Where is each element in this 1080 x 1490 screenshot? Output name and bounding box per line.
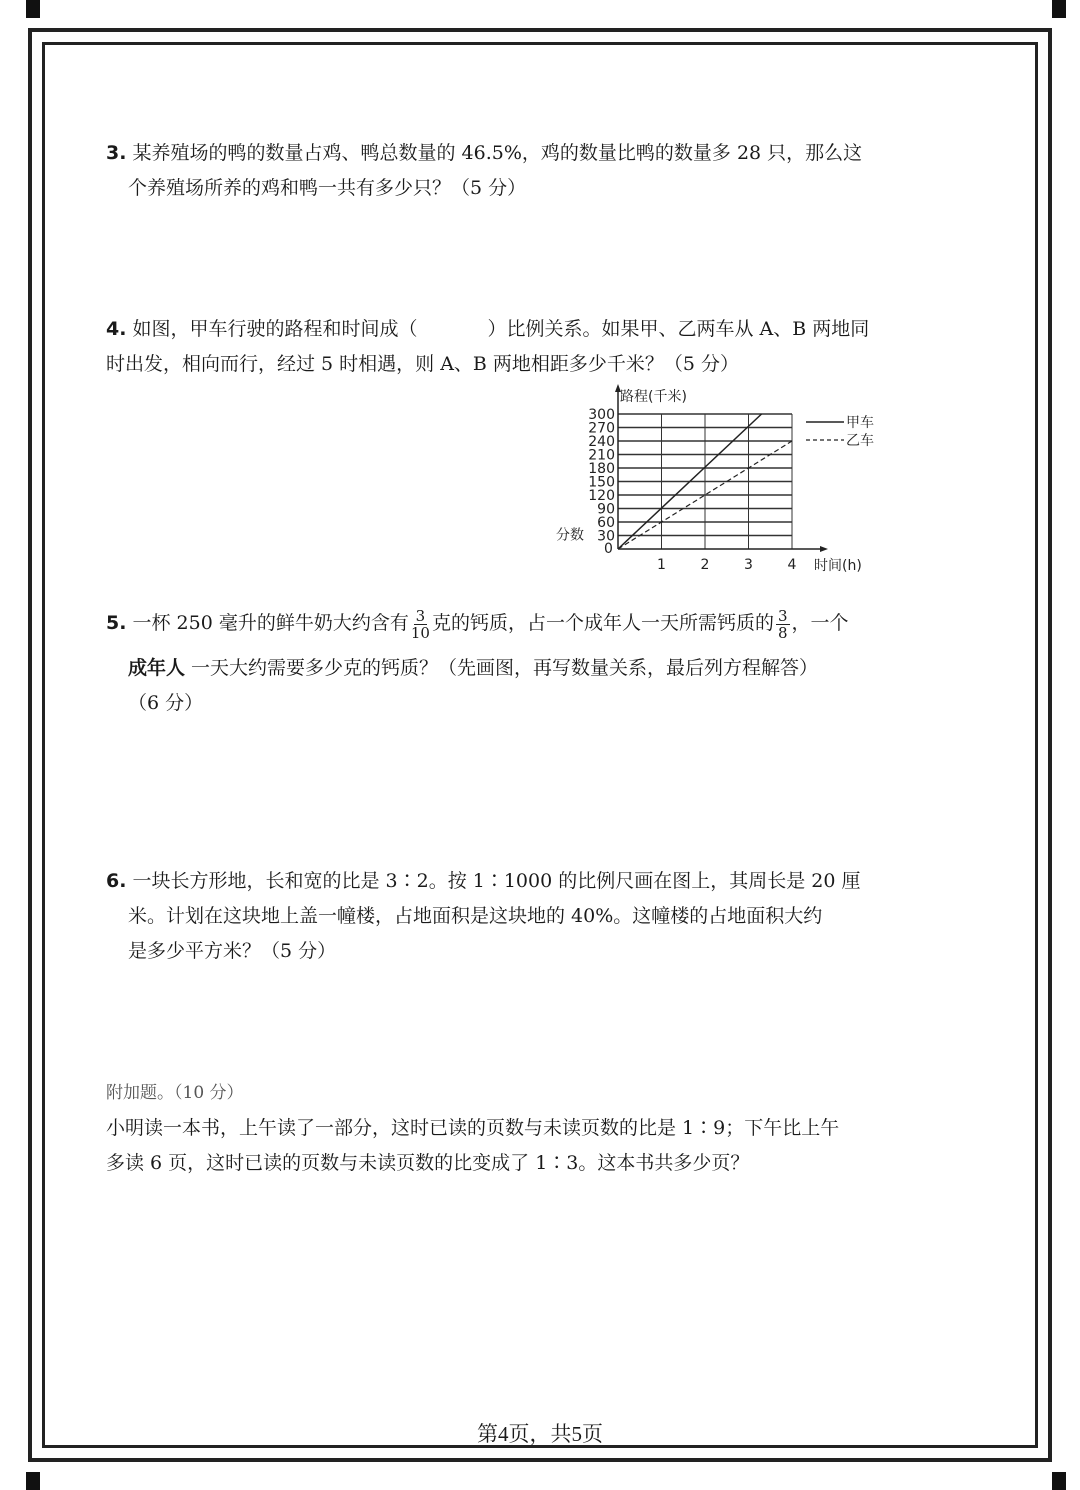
y-tick-270: 270 — [588, 420, 615, 437]
y-tick-240: 240 — [588, 434, 615, 450]
bonus-question — [106, 1076, 896, 1181]
question-5-line-2 — [106, 651, 896, 686]
question-5-line-1 — [106, 603, 896, 643]
chart-x-tick-labels — [657, 557, 797, 573]
question-3-text-1: 某养殖场的鸭的数量占鸡、鸭总数量的 46.5%，鸡的数量比鸭的数量多 28 只，那么这 — [132, 142, 863, 164]
question-5-number: 5. — [106, 612, 127, 634]
question-6-line-1 — [106, 864, 896, 899]
page-border-inner — [42, 42, 1038, 1448]
fraction-three-tenths — [411, 608, 430, 641]
corner-mark-bottom-left — [26, 1472, 40, 1490]
distance-time-chart — [540, 384, 900, 584]
question-6-text-1: 一块长方形地，长和宽的比是 3∶2。按 1∶1000 的比例尺画在图上，其周长是 20 厘 — [132, 870, 861, 892]
fraction-2-denominator: 8 — [777, 623, 788, 642]
y-tick-180: 180 — [588, 461, 615, 477]
bonus-title: 附加题。（10 分） — [106, 1083, 244, 1103]
question-5-text-1b: 克的钙质，占一个成年人一天所需钙质的 — [431, 612, 774, 634]
chart-y-tick-labels — [588, 407, 615, 545]
chart-y-axis-label: 路程(千米) — [620, 389, 687, 405]
question-3-line-1 — [106, 136, 896, 171]
question-6 — [106, 864, 896, 969]
chart-side-label: 分数 — [556, 527, 584, 544]
question-4-text-1a: 如图，甲车行驶的路程和时间成（ — [132, 318, 418, 340]
chart-x-axis-label: 时间(h) — [814, 558, 862, 574]
x-tick-2: 2 — [700, 557, 710, 573]
question-5-text-3: （6 分） — [128, 692, 204, 714]
question-4-text-1b: ）比例关系。如果甲、乙两车从 A、B 两地同 — [487, 318, 870, 340]
question-6-text-2: 米。计划在这块地上盖一幢楼，占地面积是这块地的 40%。这幢楼的占地面积大约 — [128, 905, 823, 927]
question-4 — [106, 312, 896, 382]
corner-mark-top-right — [1052, 0, 1066, 18]
question-4-text-2: 时出发，相向而行，经过 5 时相遇，则 A、B 两地相距多少千米？（5 分） — [106, 353, 740, 375]
question-5-text-1c: ，一个 — [791, 612, 849, 634]
fraction-three-eighths — [776, 608, 790, 641]
legend-label-yi: 乙车 — [846, 433, 874, 449]
bonus-text-2: 多读 6 页，这时已读的页数与未读页数的比变成了 1∶3。这本书共多少页？ — [106, 1152, 750, 1174]
fraction-1-denominator: 10 — [410, 623, 430, 642]
bonus-text-1: 小明读一本书，上午读了一部分，这时已读的页数与未读页数的比是 1∶9；下午比上午 — [106, 1117, 840, 1139]
y-tick-300: 300 — [588, 407, 615, 423]
question-5 — [106, 603, 896, 721]
question-6-number: 6. — [106, 870, 127, 892]
question-4-number: 4. — [106, 318, 127, 340]
question-5-text-2: 一天大约需要多少克的钙质？（先画图，再写数量关系，最后列方程解答） — [185, 657, 819, 679]
page-number: 第4页，共5页 — [477, 1422, 603, 1446]
x-tick-3: 3 — [744, 557, 753, 573]
y-tick-120: 120 — [588, 488, 615, 504]
x-tick-4: 4 — [787, 557, 797, 573]
chart-origin-label: 0 — [604, 541, 613, 557]
chart-legend — [806, 415, 874, 449]
y-tick-90: 90 — [597, 501, 615, 518]
legend-label-jia: 甲车 — [846, 415, 874, 431]
y-tick-210: 210 — [588, 447, 615, 464]
x-tick-1: 1 — [657, 557, 666, 573]
corner-mark-top-left — [26, 0, 40, 18]
fraction-1-numerator: 3 — [415, 606, 426, 625]
question-5-bold-text: 成年人 — [128, 657, 186, 679]
question-3-number: 3. — [106, 142, 127, 164]
fraction-2-numerator: 3 — [777, 606, 788, 625]
question-6-text-3: 是多少平方米？（5 分） — [128, 940, 337, 962]
chart-x-axis-arrow — [820, 546, 828, 552]
y-tick-60: 60 — [597, 515, 615, 531]
y-tick-150: 150 — [588, 474, 615, 491]
corner-mark-bottom-right — [1052, 1472, 1066, 1490]
y-tick-30: 30 — [597, 528, 615, 545]
question-5-text-1a: 一杯 250 毫升的鲜牛奶大约含有 — [132, 612, 409, 634]
question-4-line-1 — [106, 312, 896, 347]
question-3-text-2: 个养殖场所养的鸡和鸭一共有多少只？（5 分） — [128, 177, 527, 199]
question-3 — [106, 136, 896, 206]
